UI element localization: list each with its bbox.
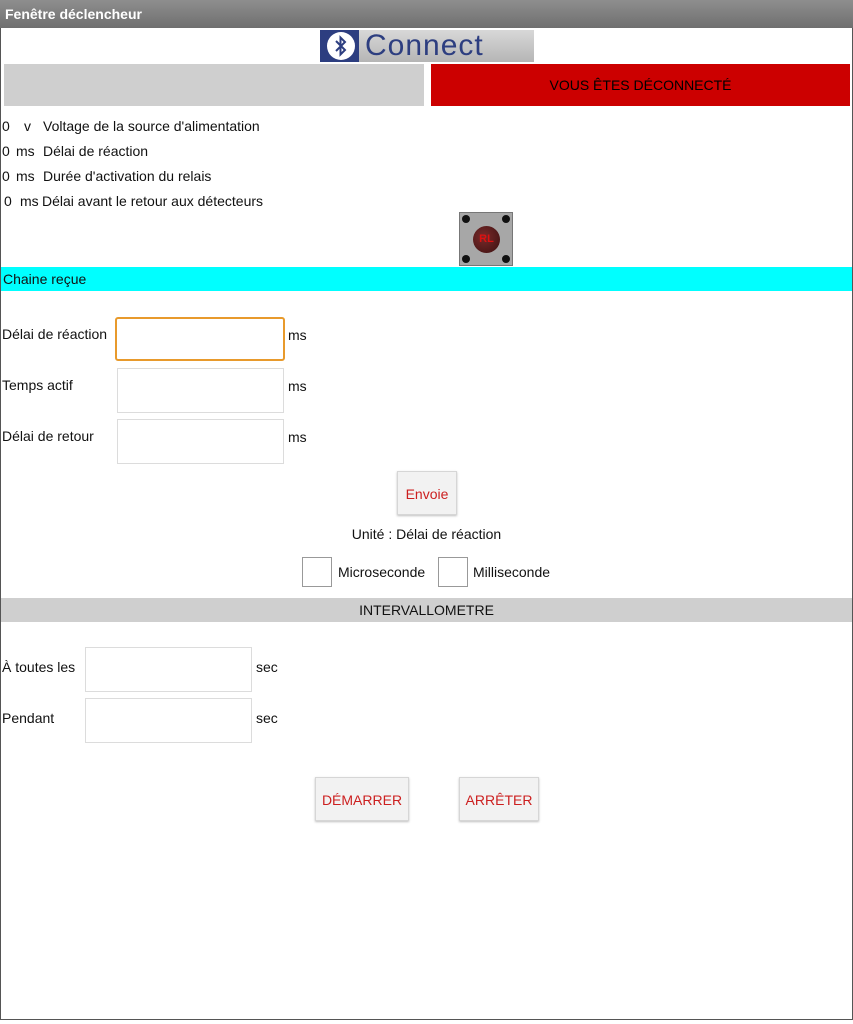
- unit-choice-title: Unité : Délai de réaction: [351, 526, 502, 542]
- bluetooth-icon: [327, 32, 355, 60]
- return-delay-unit: ms: [288, 429, 307, 445]
- connection-status: VOUS ÊTES DÉCONNECTÉ: [431, 64, 850, 106]
- readout-value: 0: [2, 168, 10, 184]
- stop-button[interactable]: ARRÊTER: [459, 777, 539, 821]
- readout-unit: v: [24, 118, 31, 134]
- readout-unit: ms: [16, 168, 35, 184]
- reaction-delay-input[interactable]: [115, 317, 285, 361]
- readout-label: Délai avant le retour aux détecteurs: [42, 193, 264, 209]
- readout-label: Délai de réaction: [43, 143, 149, 159]
- relay-button[interactable]: [459, 212, 513, 266]
- start-button[interactable]: DÉMARRER: [315, 777, 409, 821]
- return-delay-input[interactable]: [117, 419, 284, 464]
- send-button[interactable]: Envoie: [397, 471, 457, 515]
- microsecond-label: Microseconde: [338, 564, 426, 580]
- connect-logo[interactable]: [320, 30, 534, 62]
- intervalometer-header: INTERVALLOMETRE: [1, 598, 852, 622]
- connect-logo-text: Connect: [359, 30, 534, 62]
- active-time-label: Temps actif: [2, 377, 73, 393]
- readout-label: Durée d'activation du relais: [43, 168, 212, 184]
- every-label: À toutes les: [2, 659, 76, 675]
- active-time-input[interactable]: [117, 368, 284, 413]
- reaction-delay-unit: ms: [288, 327, 307, 343]
- readout-value: 0: [2, 143, 10, 159]
- active-time-unit: ms: [288, 378, 307, 394]
- readout-value: 0: [4, 193, 12, 209]
- millisecond-checkbox[interactable]: [438, 557, 468, 587]
- screw-icon: [462, 255, 470, 263]
- during-label: Pendant: [2, 710, 55, 726]
- received-string-bar: Chaine reçue: [1, 267, 852, 291]
- status-panel-left: [4, 64, 424, 106]
- readout-relay-duration: [2, 168, 211, 184]
- screw-icon: [502, 255, 510, 263]
- readout-label: Voltage de la source d'alimentation: [43, 118, 260, 134]
- microsecond-checkbox[interactable]: [302, 557, 332, 587]
- readout-value: 0: [2, 118, 10, 134]
- relay-label: RL: [473, 226, 500, 253]
- readout-voltage: [2, 118, 260, 134]
- every-unit: sec: [256, 659, 278, 675]
- millisecond-label: Milliseconde: [473, 564, 551, 580]
- reaction-delay-label: Délai de réaction: [2, 326, 108, 342]
- readout-unit: ms: [16, 143, 35, 159]
- window-title: Fenêtre déclencheur: [0, 0, 853, 28]
- screw-icon: [502, 215, 510, 223]
- readout-return-delay: [2, 193, 263, 209]
- readout-unit: ms: [20, 193, 39, 209]
- during-input[interactable]: [85, 698, 252, 743]
- return-delay-label: Délai de retour: [2, 428, 94, 444]
- every-input[interactable]: [85, 647, 252, 692]
- screw-icon: [462, 215, 470, 223]
- during-unit: sec: [256, 710, 278, 726]
- readout-reaction: [2, 143, 148, 159]
